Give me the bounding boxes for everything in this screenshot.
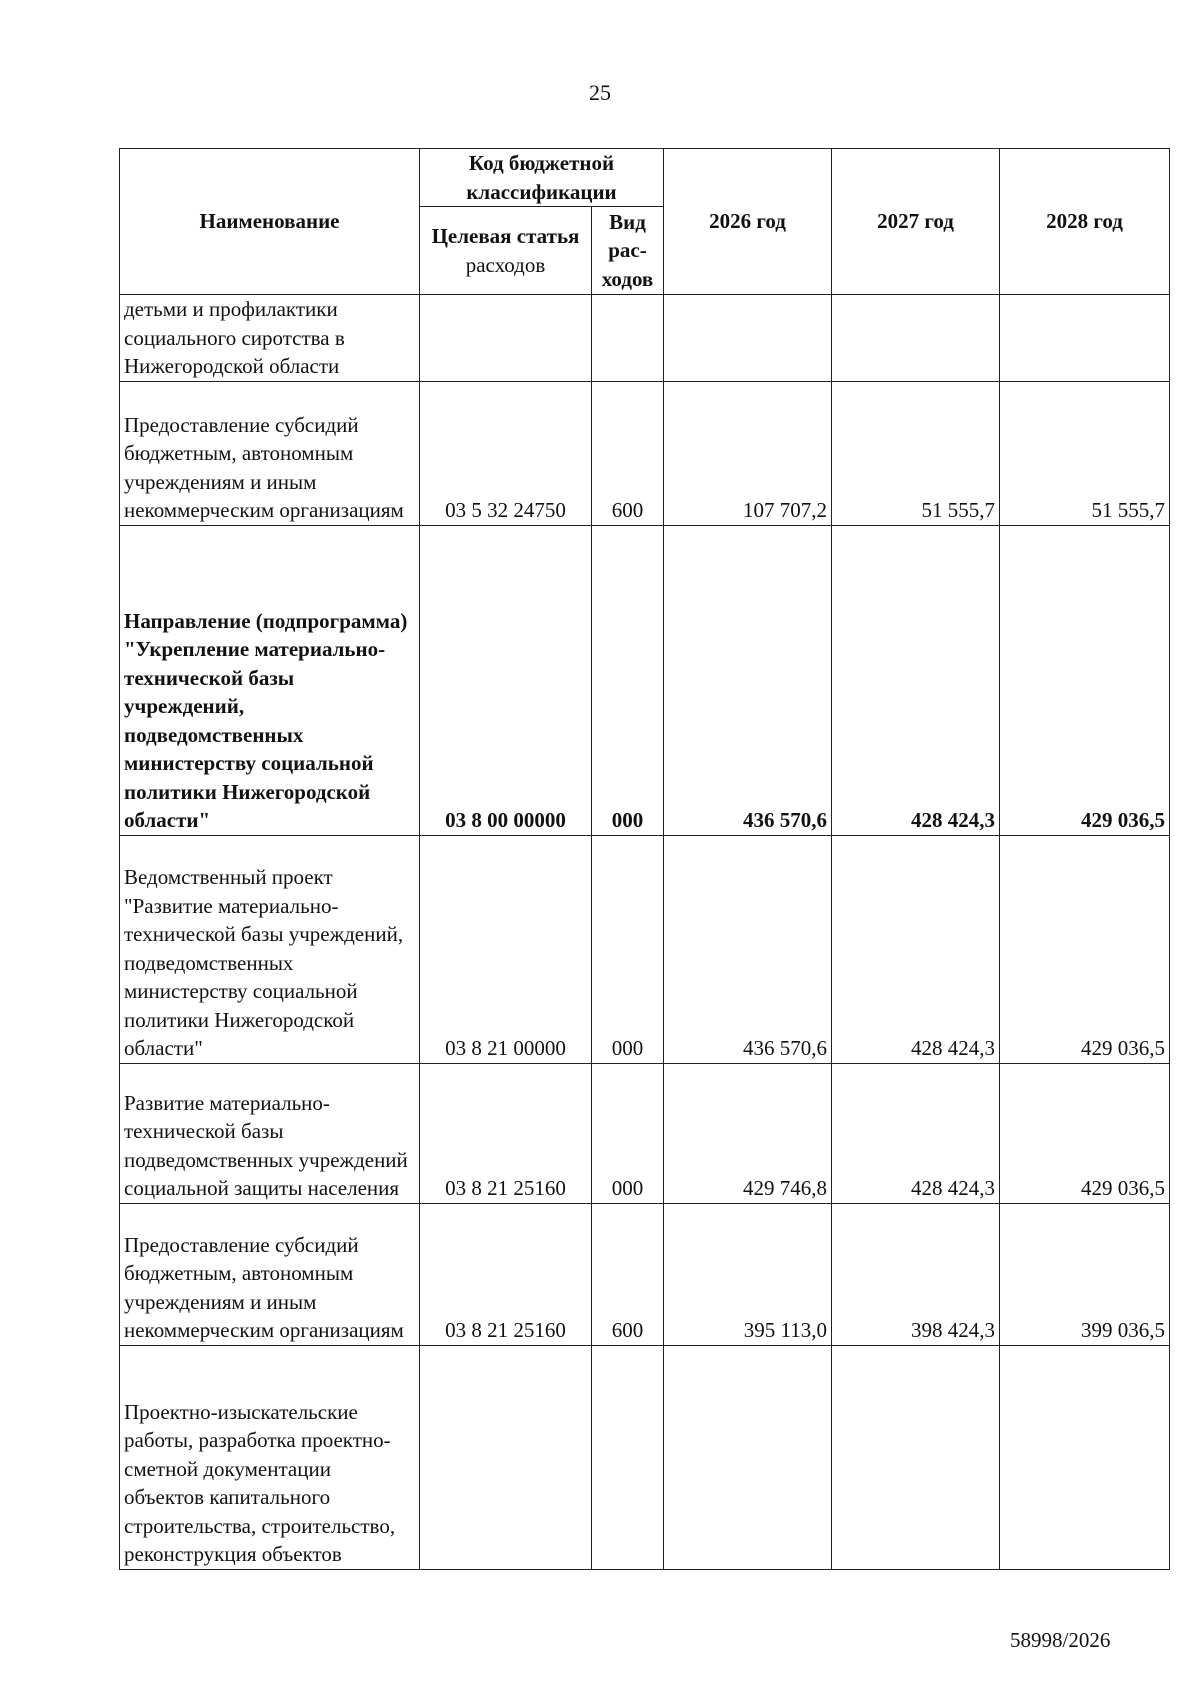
row-2027: 428 424,3 <box>832 1063 1000 1203</box>
row-code <box>420 1345 592 1569</box>
row-name: Развитие материально-технической базы подведомственных учреждений социальной защиты населения <box>120 1063 420 1203</box>
row-code <box>420 295 592 382</box>
row-2026: 395 113,0 <box>664 1203 832 1345</box>
row-code: 03 8 21 25160 <box>420 1203 592 1345</box>
row-name: Проектно-изыскательские работы, разработка проектно-сметной документации объектов капитального строительства, строительство, реконструкция объектов <box>120 1345 420 1569</box>
header-2027: 2027 год <box>832 149 1000 295</box>
row-name: Ведомственный проект "Развитие материально-технической базы учреждений, подведомственных министерству социальной политики Нижегородской области" <box>120 835 420 1063</box>
row-kind: 000 <box>592 525 664 835</box>
row-2027 <box>832 295 1000 382</box>
row-kind: 000 <box>592 835 664 1063</box>
row-2027 <box>832 1345 1000 1569</box>
row-2026 <box>664 1345 832 1569</box>
row-kind: 600 <box>592 1203 664 1345</box>
header-target-sub: расходов <box>465 252 546 277</box>
table-row <box>120 835 1170 1063</box>
row-kind: 600 <box>592 381 664 525</box>
row-2026: 436 570,6 <box>664 835 832 1063</box>
row-2027: 428 424,3 <box>832 835 1000 1063</box>
row-2027: 51 555,7 <box>832 381 1000 525</box>
row-2026: 429 746,8 <box>664 1063 832 1203</box>
row-2027: 428 424,3 <box>832 525 1000 835</box>
row-name: детьми и профилактики социального сиротства в Нижегородской области <box>120 295 420 382</box>
header-code-group: Код бюджетной классификации <box>420 149 664 207</box>
row-2028: 429 036,5 <box>1000 525 1170 835</box>
row-name: Предоставление субсидий бюджетным, автономным учреждениям и иным некоммерческим организациям <box>120 381 420 525</box>
row-kind: 000 <box>592 1063 664 1203</box>
row-code: 03 8 21 00000 <box>420 835 592 1063</box>
header-kind: Вид рас- ходов <box>592 207 664 295</box>
row-2026: 107 707,2 <box>664 381 832 525</box>
header-target-title: Целевая статья <box>431 224 580 248</box>
row-2026: 436 570,6 <box>664 525 832 835</box>
row-2027: 398 424,3 <box>832 1203 1000 1345</box>
row-code: 03 8 00 00000 <box>420 525 592 835</box>
header-2028: 2028 год <box>1000 149 1170 295</box>
table-row <box>120 1345 1170 1569</box>
table-row <box>120 295 1170 382</box>
row-2028 <box>1000 295 1170 382</box>
header-name: Наименование <box>120 149 420 295</box>
row-name: Направление (подпрограмма) "Укрепление материально-технической базы учреждений, подведомственных министерству социальной политики Нижегородской области" <box>120 525 420 835</box>
table-row <box>120 1063 1170 1203</box>
budget-table <box>119 148 1170 1570</box>
table-row <box>120 525 1170 835</box>
table-row <box>120 381 1170 525</box>
header-2026: 2026 год <box>664 149 832 295</box>
row-2028: 51 555,7 <box>1000 381 1170 525</box>
row-2026 <box>664 295 832 382</box>
row-code: 03 8 21 25160 <box>420 1063 592 1203</box>
header-target <box>420 207 592 295</box>
row-2028: 429 036,5 <box>1000 1063 1170 1203</box>
page-number: 25 <box>589 80 611 105</box>
row-kind <box>592 295 664 382</box>
row-code: 03 5 32 24750 <box>420 381 592 525</box>
table-row <box>120 1203 1170 1345</box>
row-2028: 399 036,5 <box>1000 1203 1170 1345</box>
row-kind <box>592 1345 664 1569</box>
document-number: 58998/2026 <box>1010 1628 1111 1652</box>
row-2028: 429 036,5 <box>1000 835 1170 1063</box>
row-2028 <box>1000 1345 1170 1569</box>
row-name: Предоставление субсидий бюджетным, автономным учреждениям и иным некоммерческим организациям <box>120 1203 420 1345</box>
